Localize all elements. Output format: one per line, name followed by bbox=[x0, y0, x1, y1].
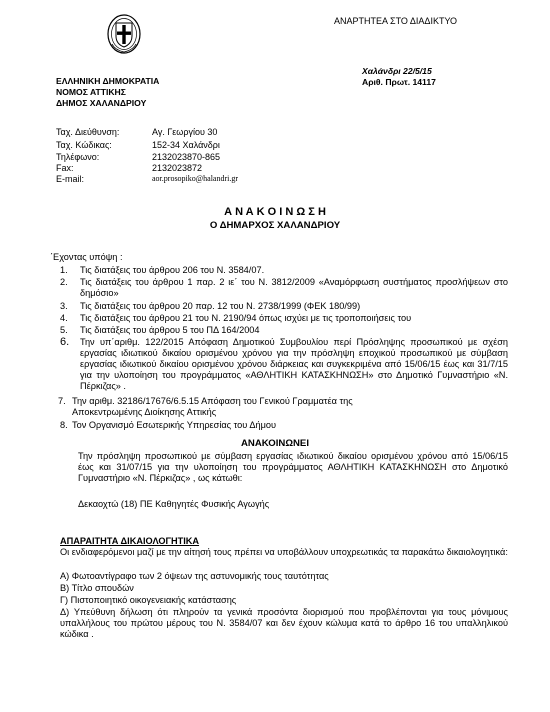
announces-body: Την πρόσληψη προσωπικού με σύμβαση εργασίας ιδιωτικού δικαίου ορισμένου χρόνου από 15/06/15 έως και 31/07/15 για την υλοποίηση του προγράμματος ΑΘΛΗΤΙΚΗ ΚΑΤΑΣΚΗΝΩΣΗ στο Δημοτικό Γυμναστήριο «Ν. Πέρκιζας» , ως κάτωθι: bbox=[78, 451, 508, 483]
required-item-d: Δ) Υπεύθυνη δήλωση ότι πληρούν τα γενικά προσόντα διορισμού που προβλέπονται για τους μόνιμους υπαλλήλους του πρώτου μέρους του Ν. 3584/07 και δεν έχουν κώλυμα κατά το άρθρο 16 του υπαλληλικού κώδικα . bbox=[60, 607, 508, 639]
required-item-c: Γ) Πιστοποιητικό οικογενειακής κατάστασης bbox=[60, 595, 237, 605]
document-subtitle: Ο ΔΗΜΑΡΧΟΣ ΧΑΛΑΝΔΡΙΟΥ bbox=[209, 220, 341, 231]
greek-republic-seal bbox=[107, 14, 141, 54]
post-online-notice: ΑΝΑΡΤΗΤΕΑ ΣΤΟ ΔΙΑΔΙΚΤΥΟ bbox=[334, 16, 457, 26]
org-republic: ΕΛΛΗΝΙΚΗ ΔΗΜΟΚΡΑΤΙΑ bbox=[56, 76, 160, 86]
document-title: Α Ν Α Κ Ο Ι Ν Ω Σ Η bbox=[224, 206, 326, 218]
required-item-b: Β) Τίτλο σπουδών bbox=[60, 583, 134, 593]
organization-block bbox=[56, 76, 159, 109]
org-municipality: ΔΗΜΟΣ ΧΑΛΑΝΔΡΙΟΥ bbox=[56, 98, 147, 108]
protocol-number: Αριθ. Πρωτ. 14117 bbox=[362, 77, 436, 87]
required-intro: Οι ενδιαφερόμενοι μαζί με την αίτησή τους πρέπει να υποβάλλουν υποχρεωτικάς τα παρακάτω δικαιολογητικά: bbox=[60, 547, 508, 557]
required-documents-heading: ΑΠΑΡΑΙΤΗΤΑ ΔΙΚΑΙΟΛΟΓΗΤΙΚΑ bbox=[60, 536, 200, 546]
location-date: Χαλάνδρι 22/5/15 bbox=[362, 66, 432, 76]
org-prefecture: ΝΟΜΟΣ ΑΤΤΙΚΗΣ bbox=[56, 87, 126, 97]
considering-label: ΄Εχοντας υπόψη : bbox=[50, 252, 123, 262]
required-item-a: Α) Φωτοαντίγραφο των 2 όψεων της αστυνομικής τους ταυτότητας bbox=[60, 571, 329, 581]
positions-line: Δεκαοχτώ (18) ΠΕ Καθηγητές Φυσικής Αγωγής bbox=[78, 499, 270, 509]
announces-heading: ΑΝΑΚΟΙΝΩΝΕΙ bbox=[240, 438, 309, 449]
